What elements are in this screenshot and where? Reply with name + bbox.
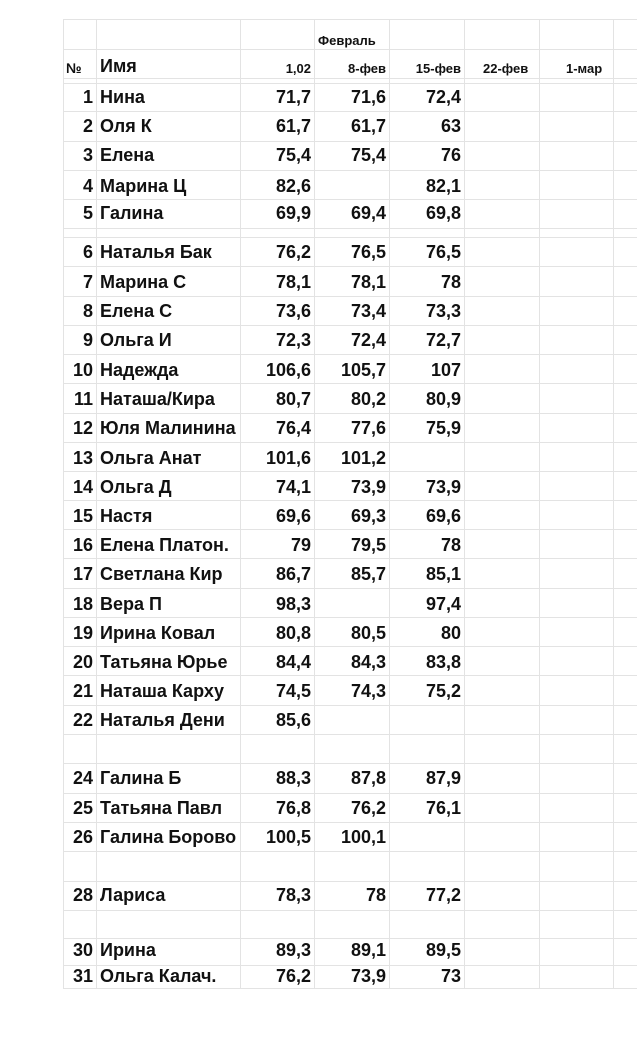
grid-row-line — [63, 529, 637, 530]
row-weight-date-1: 100,5 — [265, 827, 311, 847]
row-number: 11 — [73, 389, 93, 409]
grid-row-line — [63, 266, 637, 267]
row-number: 9 — [82, 330, 93, 350]
row-weight-date-1: 75,4 — [275, 145, 311, 165]
row-weight-date-1: 73,6 — [275, 301, 311, 321]
grid-row-line — [63, 141, 637, 142]
row-weight-date-1: 76,8 — [275, 798, 311, 818]
grid-row-line — [63, 881, 637, 882]
row-weight-date-2: 75,4 — [350, 145, 386, 165]
grid-row-line — [63, 988, 637, 989]
row-name: Елена С — [100, 301, 173, 321]
row-weight-date-2: 72,4 — [350, 330, 386, 350]
row-number: 13 — [72, 448, 93, 468]
grid-row-line — [63, 938, 637, 939]
grid-column-line — [464, 19, 465, 988]
row-weight-date-1: 76,2 — [275, 966, 311, 986]
row-number: 18 — [72, 594, 93, 614]
row-name: Надежда — [100, 360, 179, 380]
row-weight-date-2: 61,7 — [350, 116, 386, 136]
grid-row-line — [63, 705, 637, 706]
row-weight-date-1: 69,6 — [275, 506, 311, 526]
row-weight-date-3: 73,3 — [425, 301, 461, 321]
grid-row-line — [63, 83, 637, 84]
row-weight-date-3: 69,6 — [425, 506, 461, 526]
row-weight-date-1: 88,3 — [275, 768, 311, 788]
column-header-number: № — [66, 60, 82, 76]
row-weight-date-1: 69,9 — [275, 203, 311, 223]
row-weight-date-1: 89,3 — [275, 940, 311, 960]
grid-row-line — [63, 442, 637, 443]
row-number: 14 — [72, 477, 93, 497]
column-header-date-4: 22-фев — [483, 61, 529, 76]
row-weight-date-3: 77,2 — [425, 885, 461, 905]
grid-column-line — [96, 19, 97, 988]
row-weight-date-3: 89,5 — [425, 940, 461, 960]
row-weight-date-2: 73,9 — [350, 477, 386, 497]
row-name: Ирина — [100, 940, 156, 960]
column-header-date-3: 15-фев — [415, 61, 461, 76]
row-name: Галина Борово — [100, 827, 237, 847]
column-header-date-2: 8-фев — [348, 61, 386, 76]
row-weight-date-2: 80,2 — [350, 389, 386, 409]
row-number: 21 — [72, 681, 93, 701]
row-name: Ирина Ковал — [100, 623, 216, 643]
row-weight-date-1: 76,2 — [275, 242, 311, 262]
row-weight-date-2: 71,6 — [350, 87, 386, 107]
row-weight-date-3: 80 — [440, 623, 461, 643]
row-number: 31 — [72, 966, 93, 986]
grid-column-line — [539, 19, 540, 988]
row-weight-date-2: 76,2 — [350, 798, 386, 818]
row-weight-date-1: 78,1 — [275, 272, 311, 292]
row-weight-date-1: 71,7 — [275, 87, 311, 107]
row-name: Ольга Анат — [100, 448, 202, 468]
grid-row-line — [63, 170, 637, 171]
row-name: Татьяна Юрье — [100, 652, 228, 672]
row-weight-date-1: 80,7 — [275, 389, 311, 409]
row-number: 10 — [72, 360, 93, 380]
grid-row-line — [63, 734, 637, 735]
grid-row-line — [63, 588, 637, 589]
grid-row-line — [63, 237, 637, 238]
row-weight-date-2: 77,6 — [350, 418, 386, 438]
row-weight-date-1: 74,5 — [275, 681, 311, 701]
row-weight-date-3: 73 — [440, 966, 461, 986]
grid-column-line — [240, 19, 241, 988]
row-number: 12 — [72, 418, 93, 438]
row-name: Вера П — [100, 594, 162, 614]
row-weight-date-3: 69,8 — [425, 203, 461, 223]
row-weight-date-1: 79 — [290, 535, 311, 555]
row-weight-date-1: 74,1 — [275, 477, 311, 497]
grid-row-line — [63, 199, 637, 200]
grid-row-line — [63, 500, 637, 501]
grid-column-line — [314, 19, 315, 988]
row-weight-date-3: 63 — [440, 116, 461, 136]
row-weight-date-2: 73,9 — [350, 966, 386, 986]
row-weight-date-2: 73,4 — [350, 301, 386, 321]
row-name: Лариса — [100, 885, 166, 905]
column-header-date-1: 1,02 — [285, 61, 311, 76]
row-name: Оля К — [100, 116, 152, 136]
grid-row-line — [63, 646, 637, 647]
row-name: Настя — [100, 506, 153, 526]
row-weight-date-1: 82,6 — [275, 176, 311, 196]
row-weight-date-3: 72,7 — [425, 330, 461, 350]
row-weight-date-3: 78 — [440, 535, 461, 555]
row-name: Ольга Д — [100, 477, 172, 497]
row-weight-date-2: 78,1 — [350, 272, 386, 292]
row-weight-date-3: 75,2 — [425, 681, 461, 701]
row-name: Галина Б — [100, 768, 182, 788]
row-weight-date-2: 78 — [365, 885, 386, 905]
row-number: 3 — [82, 145, 93, 165]
grid-row-line — [63, 413, 637, 414]
grid-row-line — [63, 228, 637, 229]
grid-row-line — [63, 851, 637, 852]
row-weight-date-1: 85,6 — [275, 710, 311, 730]
row-weight-date-2: 76,5 — [350, 242, 386, 262]
row-weight-date-3: 76,1 — [425, 798, 461, 818]
row-name: Елена Платон. — [100, 535, 229, 555]
grid-column-line — [389, 19, 390, 988]
grid-row-line — [63, 354, 637, 355]
row-weight-date-2: 89,1 — [350, 940, 386, 960]
row-weight-date-3: 83,8 — [425, 652, 461, 672]
row-name: Елена — [100, 145, 155, 165]
row-number: 6 — [82, 242, 93, 262]
row-number: 30 — [72, 940, 93, 960]
grid-row-line — [63, 296, 637, 297]
row-weight-date-2: 84,3 — [350, 652, 386, 672]
row-weight-date-3: 76,5 — [425, 242, 461, 262]
row-weight-date-3: 73,9 — [425, 477, 461, 497]
row-name: Галина — [100, 203, 164, 223]
row-name: Марина Ц — [100, 176, 187, 196]
row-number: 2 — [82, 116, 93, 136]
row-number: 24 — [72, 768, 93, 788]
row-weight-date-2: 105,7 — [340, 360, 386, 380]
month-header: Февраль — [318, 33, 376, 48]
row-name: Юля Малинина — [100, 418, 236, 438]
grid-row-line — [63, 793, 637, 794]
row-number: 16 — [72, 535, 93, 555]
row-number: 25 — [72, 798, 93, 818]
row-weight-date-2: 100,1 — [340, 827, 386, 847]
grid-row-line — [63, 822, 637, 823]
row-weight-date-2: 101,2 — [340, 448, 386, 468]
row-weight-date-1: 76,4 — [275, 418, 311, 438]
row-number: 22 — [72, 710, 93, 730]
row-weight-date-1: 80,8 — [275, 623, 311, 643]
row-weight-date-2: 79,5 — [350, 535, 386, 555]
row-number: 20 — [72, 652, 93, 672]
row-number: 8 — [82, 301, 93, 321]
row-weight-date-1: 61,7 — [275, 116, 311, 136]
row-name: Наташа Карху — [100, 681, 225, 701]
row-name: Ольга Калач. — [100, 966, 217, 986]
row-weight-date-3: 85,1 — [425, 564, 461, 584]
column-header-date-5: 1-мар — [566, 61, 603, 76]
row-name: Наталья Дени — [100, 710, 225, 730]
row-weight-date-2: 85,7 — [350, 564, 386, 584]
row-weight-date-3: 107 — [430, 360, 461, 380]
row-weight-date-2: 80,5 — [350, 623, 386, 643]
row-weight-date-2: 69,4 — [350, 203, 386, 223]
grid-row-line — [63, 910, 637, 911]
row-number: 28 — [72, 885, 93, 905]
row-weight-date-3: 82,1 — [425, 176, 461, 196]
grid-column-line — [613, 19, 614, 988]
grid-row-line — [63, 325, 637, 326]
row-name: Ольга И — [100, 330, 172, 350]
row-number: 1 — [82, 87, 93, 107]
row-name: Марина С — [100, 272, 187, 292]
row-weight-date-3: 87,9 — [425, 768, 461, 788]
row-weight-date-3: 75,9 — [425, 418, 461, 438]
row-weight-date-3: 72,4 — [425, 87, 461, 107]
row-weight-date-1: 72,3 — [275, 330, 311, 350]
row-number: 19 — [72, 623, 93, 643]
grid-row-line — [63, 617, 637, 618]
row-name: Наташа/Кира — [100, 389, 215, 409]
grid-row-line — [63, 471, 637, 472]
row-name: Нина — [100, 87, 145, 107]
row-weight-date-2: 74,3 — [350, 681, 386, 701]
row-weight-date-1: 86,7 — [275, 564, 311, 584]
grid-row-line — [63, 19, 637, 20]
row-name: Татьяна Павл — [100, 798, 223, 818]
row-weight-date-3: 97,4 — [425, 594, 461, 614]
row-weight-date-1: 106,6 — [265, 360, 311, 380]
row-weight-date-3: 78 — [440, 272, 461, 292]
row-weight-date-1: 84,4 — [275, 652, 311, 672]
row-weight-date-2: 87,8 — [350, 768, 386, 788]
row-weight-date-1: 78,3 — [275, 885, 311, 905]
grid-row-line — [63, 49, 637, 50]
row-number: 5 — [82, 203, 93, 223]
column-header-name: Имя — [100, 56, 137, 76]
row-number: 15 — [72, 506, 93, 526]
row-weight-date-3: 76 — [440, 145, 461, 165]
row-weight-date-1: 101,6 — [265, 448, 311, 468]
row-name: Светлана Кир — [100, 564, 223, 584]
grid-row-line — [63, 763, 637, 764]
row-number: 17 — [72, 564, 93, 584]
row-number: 26 — [72, 827, 93, 847]
grid-row-line — [63, 383, 637, 384]
row-number: 4 — [82, 176, 93, 196]
row-name: Наталья Бак — [100, 242, 212, 262]
grid-row-line — [63, 78, 637, 79]
row-weight-date-2: 69,3 — [350, 506, 386, 526]
row-weight-date-3: 80,9 — [425, 389, 461, 409]
row-weight-date-1: 98,3 — [275, 594, 311, 614]
row-number: 7 — [82, 272, 93, 292]
grid-row-line — [63, 111, 637, 112]
grid-row-line — [63, 675, 637, 676]
grid-row-line — [63, 558, 637, 559]
